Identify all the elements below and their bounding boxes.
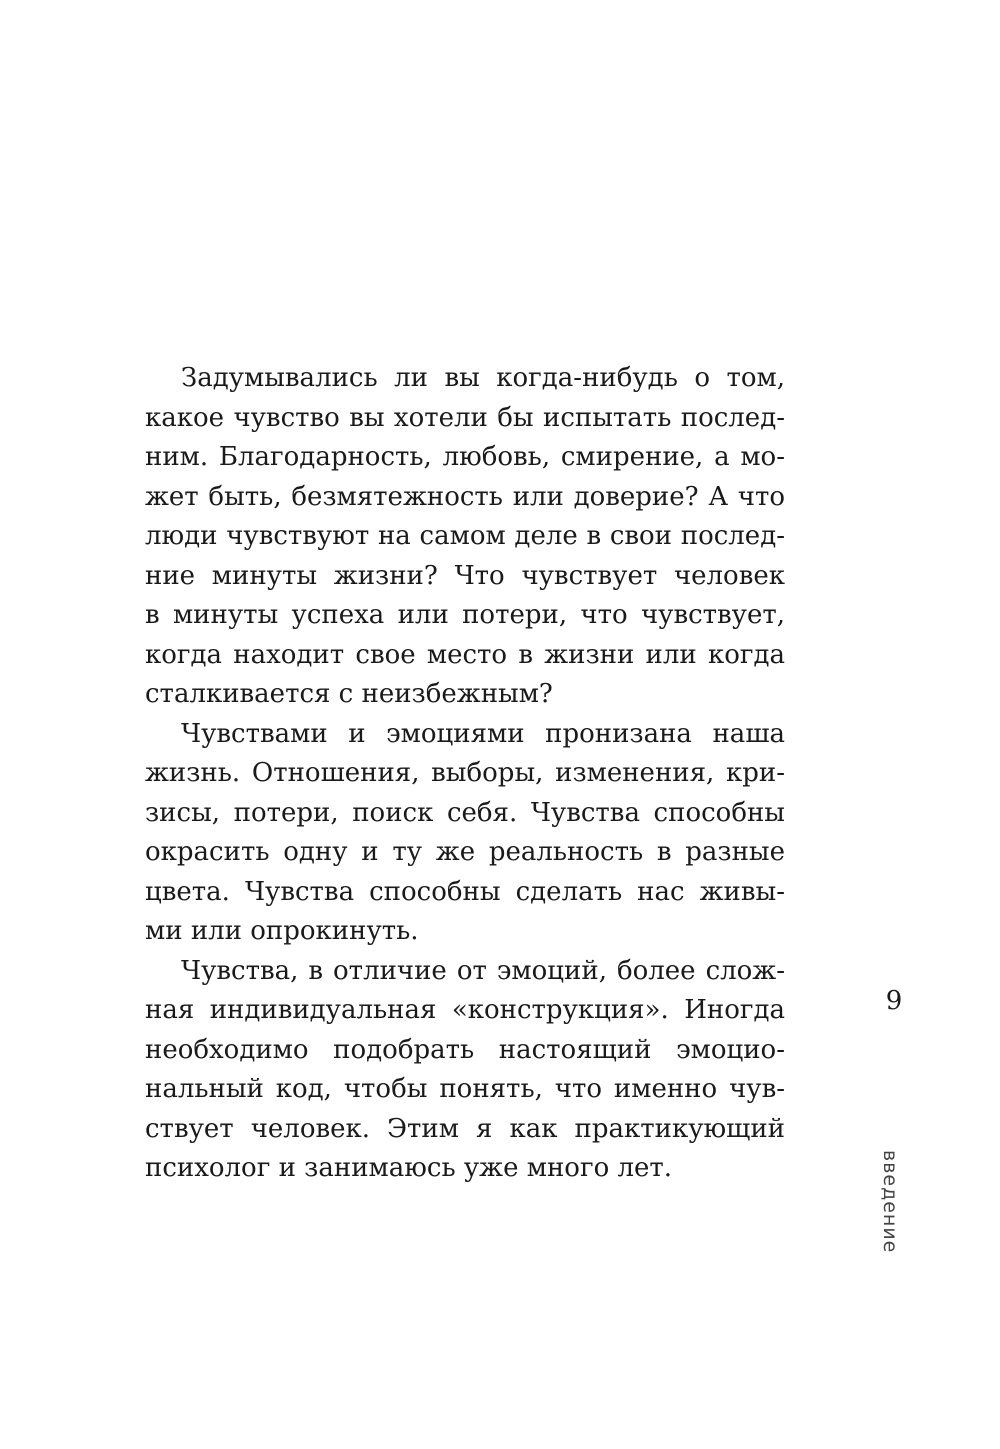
text-line: Задумывались ли вы когда-нибудь о том,	[181, 363, 785, 393]
text-line: цвета. Чувства способны сделать нас живы-	[145, 876, 785, 907]
text-line: окрасить одну и ту же реальность в разные	[145, 837, 785, 867]
text-line: ми или опрокинуть.	[145, 916, 419, 946]
paragraph-3	[145, 952, 785, 1189]
text-line: сталкивается с неизбежным?	[145, 679, 553, 709]
text-line: Чувства, в отличие от эмоций, более слож-	[181, 955, 785, 986]
text-line: когда находит свое место в жизни или когда	[145, 639, 785, 670]
running-head	[860, 1150, 920, 1270]
text-line: жизнь. Отношения, выборы, изменения, кри-	[145, 758, 785, 788]
text-line: ная индивидуальная «конструкция». Иногда	[145, 995, 785, 1025]
text-line: Чувствами и эмоциями пронизана наша	[181, 718, 785, 749]
text-line: какое чувство вы хотели бы испытать послед-	[145, 402, 785, 433]
text-line: ние минуты жизни? Что чувствует человек	[145, 560, 785, 591]
paragraph-2	[145, 715, 785, 952]
text-line: жет быть, безмятежность или доверие? А что	[145, 481, 785, 512]
text-line: ствует человек. Этим я как практикующий	[145, 1113, 785, 1144]
paragraph-1	[145, 359, 785, 715]
text-line: психолог и занимаюсь уже много лет.	[145, 1153, 673, 1183]
text-line: необходимо подобрать настоящий эмоцио-	[145, 1034, 785, 1065]
page-number: 9	[885, 986, 903, 1016]
text-line: ним. Благодарность, любовь, смирение, а мо-	[145, 442, 785, 472]
text-line: зисы, потери, поиск себя. Чувства способны	[145, 797, 785, 828]
body-text	[145, 359, 785, 1189]
text-line: в минуты успеха или потери, что чувствует,	[145, 600, 785, 630]
text-line: люди чувствуют на самом деле в свои послед-	[145, 521, 785, 551]
running-head-label: введение	[879, 1150, 901, 1254]
text-line: нальный код, чтобы понять, что именно чув-	[145, 1074, 785, 1104]
